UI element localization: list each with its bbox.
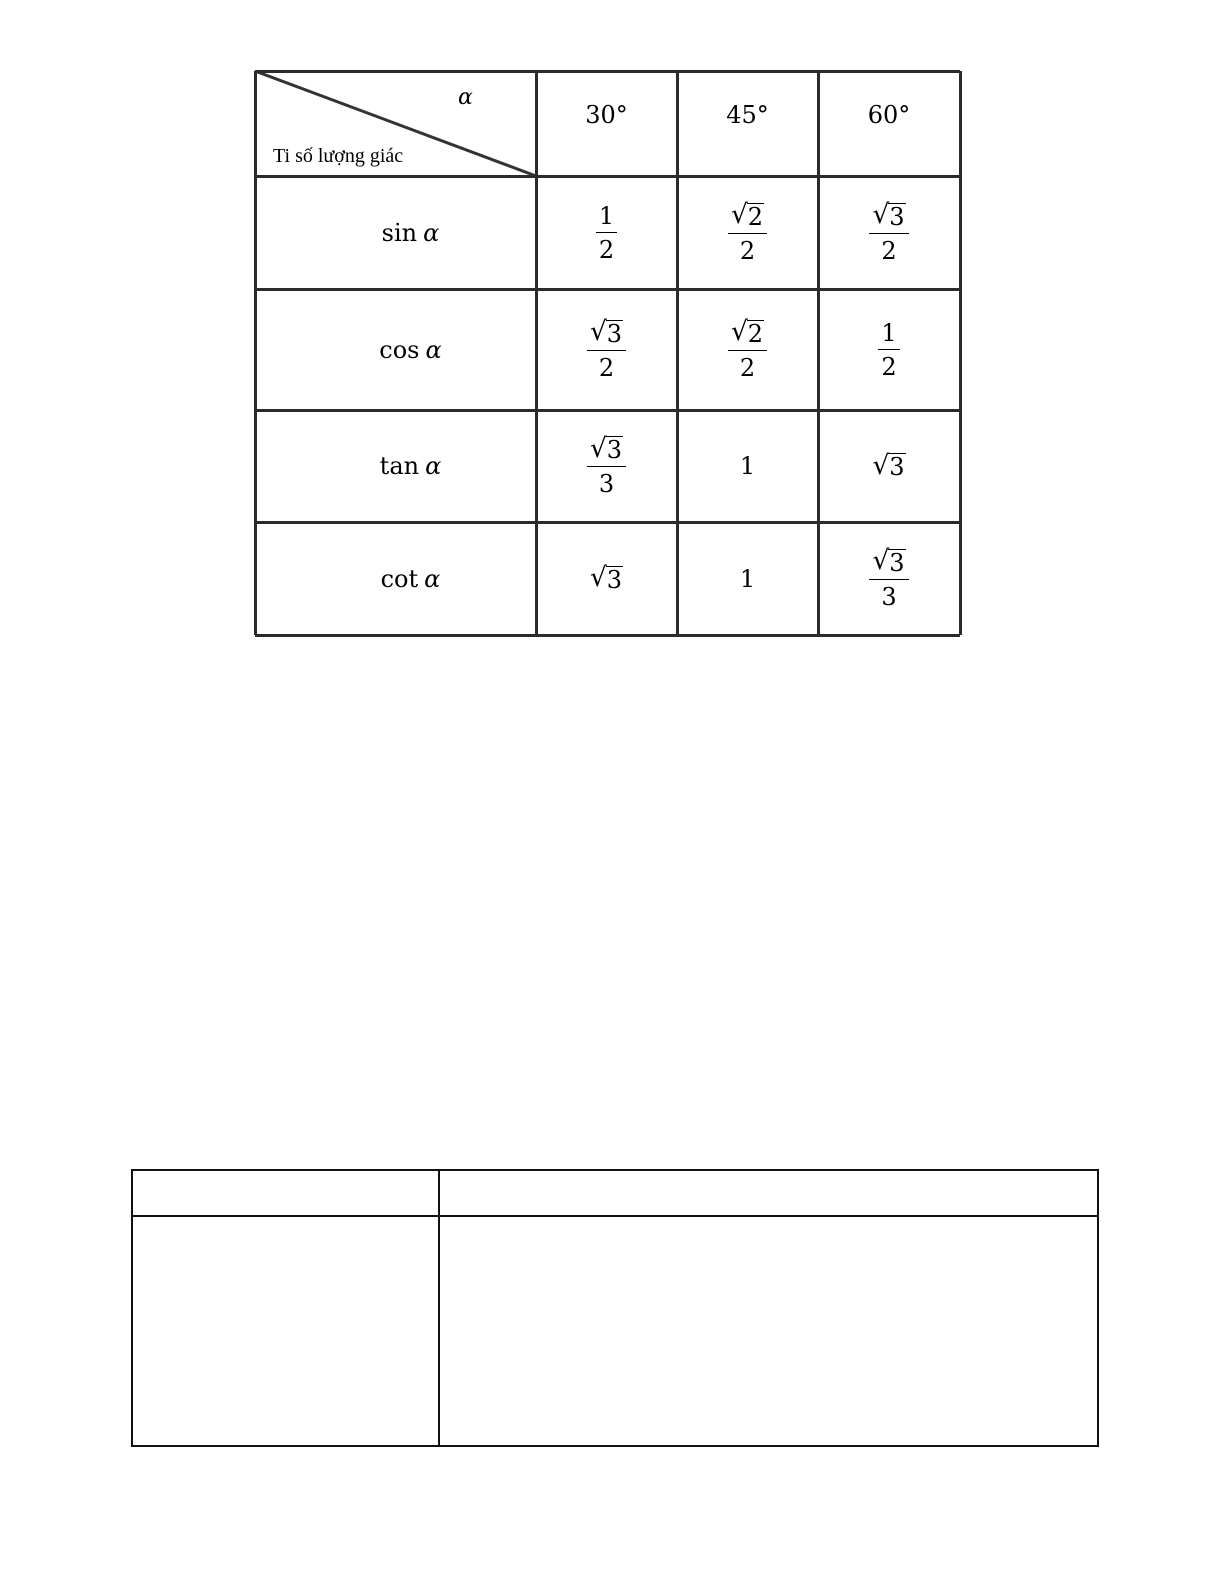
radical-sign: √	[730, 199, 748, 231]
sin-value-30	[536, 176, 677, 289]
fraction-numerator	[587, 432, 626, 467]
function-name: tan	[379, 452, 420, 480]
fraction-numerator	[587, 316, 626, 350]
radical-sign: √	[589, 316, 607, 348]
trig-values-table	[255, 71, 960, 635]
function-name: cot	[380, 564, 419, 593]
radicand: 3	[889, 202, 905, 231]
radicand: 2	[747, 202, 764, 231]
sin-value-45	[677, 176, 818, 289]
fraction-denominator: 2	[598, 235, 615, 264]
fraction-numerator	[869, 545, 908, 579]
function-name: sin	[381, 218, 418, 247]
sqrt-expression	[589, 432, 623, 465]
fraction-numerator	[728, 199, 767, 233]
sqrt-expression	[589, 316, 623, 348]
header-angle-30: 30°	[585, 101, 628, 129]
tan-value-45: 1	[739, 452, 756, 480]
fraction	[587, 316, 626, 382]
fraction	[728, 199, 767, 265]
fraction-denominator: 2	[881, 352, 897, 381]
radical-sign: √	[589, 432, 607, 464]
fraction	[878, 318, 899, 381]
radical-sign: √	[872, 449, 890, 481]
radicand: 2	[747, 319, 764, 348]
fraction-denominator: 2	[881, 236, 897, 265]
cot-value-45: 1	[739, 564, 756, 593]
fraction-numerator: 1	[596, 204, 617, 233]
header-angle-45: 45°	[726, 101, 769, 129]
fraction	[869, 199, 908, 265]
fraction-denominator: 2	[739, 236, 756, 265]
row-label-sin	[255, 176, 536, 289]
sqrt-expression	[872, 449, 905, 482]
fraction-denominator: 3	[881, 582, 897, 611]
cot-value-60	[818, 522, 960, 635]
fraction	[728, 316, 767, 382]
header-angle-symbol: α	[458, 85, 473, 110]
sqrt-expression	[730, 199, 764, 231]
sqrt-expression	[730, 316, 764, 348]
cos-value-45	[677, 289, 818, 410]
cot-value-30	[536, 522, 677, 635]
row-label-cot	[255, 522, 536, 635]
tan-value-60	[818, 410, 960, 522]
fraction-numerator	[728, 316, 767, 350]
cos-value-30	[536, 289, 677, 410]
box-column-divider	[438, 1169, 440, 1447]
box-border-right	[1097, 1169, 1099, 1447]
box-border-left	[131, 1169, 133, 1447]
radicand: 3	[889, 548, 905, 577]
empty-answer-table	[131, 1169, 1099, 1447]
fraction-denominator: 2	[598, 353, 615, 382]
fraction-numerator: 1	[878, 321, 899, 350]
sqrt-expression	[872, 199, 905, 231]
angle-variable: α	[425, 452, 442, 480]
tan-value-30	[536, 410, 677, 522]
radical-sign: √	[872, 545, 890, 577]
radical-sign: √	[872, 199, 890, 231]
box-border-bottom	[131, 1445, 1099, 1447]
sqrt-expression	[589, 562, 623, 594]
radicand: 3	[606, 436, 623, 465]
box-border-top	[131, 1169, 1099, 1171]
angle-variable: α	[425, 335, 442, 364]
radicand: 3	[889, 453, 905, 482]
fraction-numerator	[869, 199, 908, 233]
radical-sign: √	[730, 316, 748, 348]
radicand: 3	[606, 565, 623, 594]
fraction-denominator: 3	[598, 470, 615, 499]
fraction	[596, 201, 617, 264]
function-name: cos	[379, 335, 420, 364]
box-header-divider	[131, 1215, 1099, 1217]
header-ratio-label: Ti số lượng giác	[273, 145, 404, 167]
row-label-tan	[255, 410, 536, 522]
radical-sign: √	[589, 562, 607, 594]
row-label-cos	[255, 289, 536, 410]
sin-value-60	[818, 176, 960, 289]
fraction	[869, 545, 908, 611]
angle-variable: α	[424, 564, 441, 593]
radicand: 3	[606, 319, 623, 348]
fraction	[587, 432, 626, 499]
fraction-denominator: 2	[739, 353, 756, 382]
angle-variable: α	[423, 218, 440, 247]
cos-value-60	[818, 289, 960, 410]
header-angle-60: 60°	[867, 101, 911, 129]
sqrt-expression	[872, 545, 905, 577]
